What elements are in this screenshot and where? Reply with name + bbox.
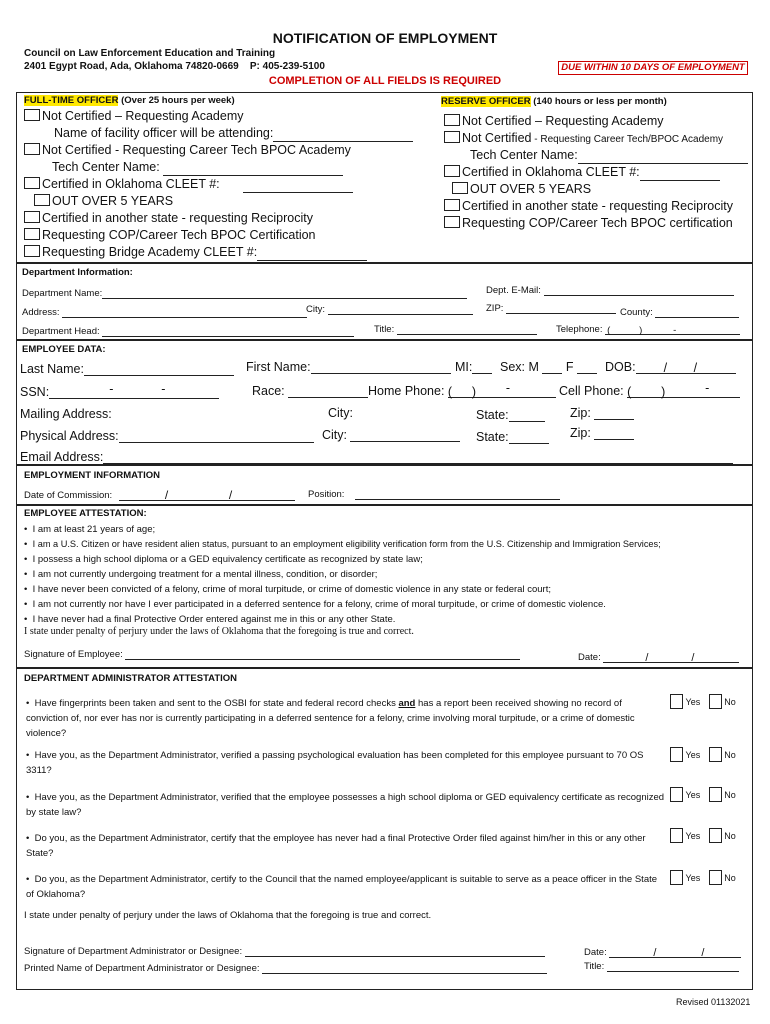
first-name-label: First Name: [246, 360, 311, 374]
dept-email-field[interactable] [544, 286, 734, 296]
employee-date-slash-2: / [691, 652, 695, 664]
attestation-item: • I am a U.S. Citizen or have resident alien status, pursuant to an employment eligibility verification form from the U.S. Citizenship and Immigration Services; [24, 539, 661, 550]
ssn-row [20, 382, 219, 399]
admin-q1-part1: Have fingerprints been taken and sent to the OSBI for state and federal record checks [34, 698, 399, 709]
admin-q1-and: and [398, 698, 416, 709]
rs-tech-label: Tech Center Name: [470, 148, 578, 162]
rs-option-2-label: Not Certified [462, 131, 532, 145]
ft-checkbox-5[interactable] [24, 228, 40, 240]
department-heading: Department Information: [22, 267, 133, 278]
ssn-label: SSN: [20, 385, 50, 399]
ft-option-2[interactable] [24, 142, 351, 159]
employee-heading: EMPLOYEE DATA: [22, 344, 106, 355]
mi-row [455, 360, 492, 374]
ft-tech-row [52, 159, 343, 176]
last-name-label: Last Name: [20, 362, 84, 376]
race-field[interactable] [288, 384, 368, 398]
ft-option-1[interactable] [24, 108, 244, 125]
dept-phone-paren-close: ) [639, 325, 643, 336]
last-name-field[interactable] [84, 362, 234, 376]
agency-block [24, 47, 325, 73]
dob-slash-2: / [693, 361, 698, 375]
cell-phone-dash: - [705, 381, 710, 395]
home-phone-label: Home Phone: [368, 384, 445, 398]
mailing-state-label: State: [476, 408, 509, 422]
dept-zip-row [486, 303, 616, 314]
commission-field[interactable] [119, 489, 295, 501]
admin-printed-row [24, 962, 547, 974]
admin-heading: DEPARTMENT ADMINISTRATOR ATTESTATION [24, 673, 238, 684]
admin-q1-part2: has a report been received showing no record of conviction of, nor ever has nor is currently participating in a deferred sentence for a felony, crime involving moral turpitude, or a crime of domestic violence? [26, 698, 635, 739]
admin-date-label: Date: [584, 947, 607, 958]
sex-f-label: F [565, 360, 574, 374]
dept-zip-label: ZIP: [486, 303, 504, 314]
employee-signature-label: Signature of Employee: [24, 649, 123, 660]
dept-county-label: County: [620, 307, 653, 318]
attestation-item: • I possess a high school diploma or a GED equivalency certificate as recognized by state law; [24, 554, 423, 565]
dob-row [605, 360, 736, 374]
fulltime-hours: (Over 25 hours per week) [121, 95, 235, 106]
due-notice: DUE WITHIN 10 DAYS OF EMPLOYMENT [558, 61, 748, 75]
admin-q5-yes-checkbox[interactable] [670, 870, 683, 885]
admin-question-5-text: • Do you, as the Department Administrator, certify to the Council that the named employee/applicant is suitable to serve as a peace officer in the State of Oklahoma? [26, 874, 658, 900]
dob-label: DOB: [605, 360, 636, 374]
admin-question-4 [26, 831, 666, 861]
admin-q4-text: Do you, as the Department Administrator, certify that the employee has never had a final Protective Order filed against him/her in this or any other State? [26, 833, 646, 859]
dob-slash-1: / [663, 361, 668, 375]
admin-q1-no-checkbox[interactable] [709, 694, 722, 709]
mailing-zip-label: Zip: [570, 406, 591, 420]
reserve-hours: (140 hours or less per month) [533, 96, 667, 107]
rs-checkbox-4[interactable] [444, 199, 460, 211]
rs-option-2-detail: - Requesting Career Tech/BPOC Academy [531, 134, 724, 145]
attestation-item: • I am not currently nor have I ever participated in a deferred sentence for a felony, crime of moral turpitude, or crime of domestic violence. [24, 599, 606, 610]
dept-title-row [374, 324, 537, 335]
attestation-text: I am not currently nor have I ever participated in a deferred sentence for a felony, crime of moral turpitude, or crime of domestic violence. [32, 599, 606, 610]
dept-head-label: Department Head: [22, 326, 100, 337]
mailing-zip-field[interactable] [594, 406, 634, 420]
physical-state-field[interactable] [509, 430, 549, 444]
admin-q2-yes-label: Yes [685, 750, 701, 760]
employee-date-field[interactable] [603, 651, 739, 663]
admin-q4-no-label: No [724, 831, 736, 841]
admin-question-2-text: • Have you, as the Department Administrator, verified a passing psychological evaluation has been completed for this employee pursuant to 70 OS 3311? [26, 750, 644, 776]
ft-option-3-label: Certified in Oklahoma CLEET #: [42, 177, 220, 191]
admin-q4-yes-label: Yes [685, 831, 701, 841]
attestation-text: I have never had a final Protective Order entered against me in this or any other State. [32, 614, 396, 625]
ft-over5-checkbox[interactable] [34, 194, 50, 206]
mailing-city-label: City: [328, 406, 353, 420]
dept-address-label: Address: [22, 307, 60, 318]
commission-row [24, 489, 295, 501]
dept-county-row [620, 307, 739, 318]
last-name-row [20, 362, 234, 376]
admin-q2-text: Have you, as the Department Administrator, verified a passing psychological evaluation has been completed for this employee pursuant to 70 OS 3311? [26, 750, 644, 776]
rs-option-3[interactable] [444, 164, 720, 181]
admin-q2-no-label: No [724, 750, 736, 760]
ft-option-1-label: Not Certified – Requesting Academy [42, 109, 244, 123]
mi-field[interactable] [472, 360, 492, 374]
sex-f-field[interactable] [577, 360, 597, 374]
admin-title-label: Title: [584, 961, 605, 972]
rs-tech-row [470, 147, 748, 164]
admin-q3-no-label: No [724, 790, 736, 800]
admin-question-3 [26, 790, 666, 820]
physical-city-field[interactable] [350, 428, 460, 442]
physical-row [20, 429, 314, 443]
rs-option-5-label: Requesting COP/Career Tech BPOC certification [462, 216, 733, 230]
rs-over5-checkbox[interactable] [452, 182, 468, 194]
ft-over5[interactable] [34, 193, 173, 210]
position-label: Position: [308, 489, 345, 500]
admin-q4-yes-checkbox[interactable] [670, 828, 683, 843]
dept-title-field[interactable] [397, 325, 537, 335]
dob-field[interactable] [636, 360, 736, 374]
physical-state-row [476, 430, 549, 444]
ft-option-6[interactable] [24, 244, 367, 261]
rs-checkbox-3[interactable] [444, 165, 460, 177]
admin-question-4-text: • Do you, as the Department Administrator, certify that the employee has never had a final Protective Order filed against him/her in this or any other State? [26, 833, 646, 859]
physical-state-label: State: [476, 430, 509, 444]
admin-question-5 [26, 872, 666, 902]
rs-cleet-field[interactable] [640, 168, 720, 181]
admin-statement: I state under penalty of perjury under the laws of Oklahoma that the foregoing is true and correct. [24, 910, 432, 921]
admin-title-field[interactable] [607, 960, 739, 972]
rs-option-2[interactable] [444, 130, 723, 148]
admin-q5-yes-label: Yes [685, 873, 701, 883]
dept-title-label: Title: [374, 324, 395, 335]
home-phone-paren-open: ( [447, 385, 453, 399]
email-label: Email Address: [20, 450, 104, 464]
admin-question-2 [26, 748, 666, 778]
dept-phone-paren-open: ( [607, 325, 611, 336]
rs-option-5[interactable] [444, 215, 733, 232]
dept-phone-dash: - [673, 325, 677, 336]
mailing-row [20, 407, 112, 421]
ssn-dash-1: - [109, 382, 114, 396]
admin-q5-answers [670, 870, 736, 887]
attestation-heading: EMPLOYEE ATTESTATION: [24, 508, 147, 519]
ft-facility-label: Name of facility officer will be attending: [54, 126, 274, 140]
rs-option-1[interactable] [444, 113, 664, 130]
physical-city-row [322, 428, 460, 442]
attestation-item: • I have never had a final Protective Order entered against me in this or any other State. [24, 614, 396, 625]
ft-checkbox-1[interactable] [24, 109, 40, 121]
sex-row [500, 360, 597, 374]
physical-field[interactable] [119, 429, 314, 443]
ft-option-4-label: Certified in another state - requesting Reciprocity [42, 211, 313, 225]
cell-phone-label: Cell Phone: [559, 384, 624, 398]
admin-q2-no-checkbox[interactable] [709, 747, 722, 762]
dept-phone-field[interactable] [605, 325, 740, 335]
ft-facility-field[interactable] [273, 129, 413, 142]
dept-name-label: Department Name: [22, 288, 103, 299]
admin-signature-row [24, 945, 545, 957]
cell-phone-field[interactable] [627, 381, 740, 399]
dept-name-field[interactable] [102, 289, 467, 299]
sex-m-field[interactable] [542, 360, 562, 374]
ft-option-6-label: Requesting Bridge Academy CLEET #: [42, 245, 258, 259]
employee-date-label: Date: [578, 652, 601, 663]
rs-option-1-label: Not Certified – Requesting Academy [462, 114, 664, 128]
admin-date-row [584, 946, 741, 958]
commission-slash-1: / [164, 488, 169, 502]
admin-question-1 [26, 696, 666, 741]
attestation-list [24, 522, 661, 627]
physical-zip-field[interactable] [594, 426, 634, 440]
dept-county-field[interactable] [655, 308, 739, 318]
attestation-text: I possess a high school diploma or a GED equivalency certificate as recognized by state law; [32, 554, 423, 565]
home-phone-field[interactable] [447, 381, 556, 399]
employment-heading: EMPLOYMENT INFORMATION [24, 470, 160, 481]
mailing-state-row [476, 408, 545, 422]
sex-m-label: M [528, 360, 539, 374]
physical-city-label: City: [322, 428, 347, 442]
dept-head-row [22, 326, 354, 337]
dept-email-label: Dept. E-Mail: [486, 285, 541, 296]
reserve-heading [441, 96, 667, 107]
dept-head-field[interactable] [102, 327, 354, 337]
cell-phone-paren-close: ) [661, 385, 666, 399]
attestation-item: • I am at least 21 years of age; [24, 524, 156, 535]
admin-signature-label: Signature of Department Administrator or Designee: [24, 946, 243, 957]
email-row [20, 450, 733, 464]
admin-q2-answers [670, 747, 736, 764]
physical-zip-label: Zip: [570, 426, 591, 440]
dept-city-field[interactable] [328, 305, 473, 315]
admin-printed-label: Printed Name of Department Administrator or Designee: [24, 963, 260, 974]
ft-facility-row [54, 125, 413, 142]
home-phone-dash: - [505, 381, 511, 395]
admin-title-row [584, 960, 739, 972]
dept-city-label: City: [306, 304, 325, 315]
home-phone-paren-close: ) [471, 385, 477, 399]
rs-over5-label: OUT OVER 5 YEARS [470, 182, 592, 196]
fulltime-heading [24, 95, 235, 106]
attestation-text: I am at least 21 years of age; [32, 524, 156, 535]
mailing-zip-row [570, 406, 634, 420]
admin-q3-yes-label: Yes [685, 790, 701, 800]
ft-bridge-field[interactable] [257, 248, 367, 261]
attestation-item: • I am not currently undergoing treatment for a mental illness, condition, or disorder; [24, 569, 378, 580]
ft-checkbox-2[interactable] [24, 143, 40, 155]
dept-city-row [306, 304, 473, 315]
dept-address-row [22, 307, 307, 318]
admin-q3-no-checkbox[interactable] [709, 787, 722, 802]
ft-option-5[interactable] [24, 227, 316, 244]
rs-option-3-label: Certified in Oklahoma CLEET #: [462, 165, 640, 179]
ft-over5-label: OUT OVER 5 YEARS [52, 194, 174, 208]
admin-q3-answers [670, 787, 736, 804]
rs-checkbox-5[interactable] [444, 216, 460, 228]
agency-address: 2401 Egypt Road, Ada, Oklahoma 74820-0669 [24, 61, 239, 72]
agency-name: Council on Law Enforcement Education and Training [24, 48, 276, 59]
email-field[interactable] [103, 451, 733, 464]
sex-label: Sex: [500, 360, 526, 374]
dept-zip-field[interactable] [506, 304, 616, 314]
cell-phone-row [559, 381, 740, 399]
required-notice: COMPLETION OF ALL FIELDS IS REQUIRED [268, 75, 502, 87]
rs-checkbox-2[interactable] [444, 131, 460, 143]
attestation-text: I am not currently undergoing treatment for a mental illness, condition, or disorder; [32, 569, 378, 580]
first-name-row [246, 360, 451, 374]
rs-checkbox-1[interactable] [444, 114, 460, 126]
ft-option-5-label: Requesting COP/Career Tech BPOC Certification [42, 228, 316, 242]
admin-date-slash-2: / [701, 947, 705, 959]
rs-tech-field[interactable] [578, 151, 748, 164]
admin-q1-yes-checkbox[interactable] [670, 694, 683, 709]
ft-tech-label: Tech Center Name: [52, 160, 160, 174]
ft-tech-field[interactable] [163, 163, 343, 176]
mailing-label: Mailing Address: [20, 407, 112, 421]
employee-signature-row [24, 648, 520, 660]
revised-label: Revised 01132021 [676, 997, 751, 1007]
admin-q5-no-label: No [724, 873, 736, 883]
reserve-label: RESERVE OFFICER [441, 96, 531, 107]
admin-signature-field[interactable] [245, 945, 545, 957]
employee-date-slash-1: / [645, 652, 649, 664]
admin-question-1-text: • Have fingerprints been taken and sent to the OSBI for state and federal record checks and has a report been received showing no record of conviction of, nor ever has nor is currently participating in a deferred sentence for a felony, crime involving moral turpitude, or a crime of domestic violence? [26, 698, 635, 739]
dept-phone-label: Telephone: [556, 324, 603, 335]
position-row [308, 489, 560, 500]
physical-zip-row [570, 426, 634, 440]
attestation-item: • I have never been convicted of a felony, crime of moral turpitude, or crime of domestic violence in any state or federal court; [24, 584, 551, 595]
agency-phone: P: 405-239-5100 [249, 61, 325, 72]
mi-label: MI: [455, 360, 473, 374]
ft-option-2-label: Not Certified - Requesting Career Tech BPOC Academy [42, 143, 351, 157]
home-phone-row [368, 381, 556, 399]
admin-q2-yes-checkbox[interactable] [670, 747, 683, 762]
race-label: Race: [252, 384, 285, 398]
admin-q5-no-checkbox[interactable] [709, 870, 722, 885]
admin-q1-yes-label: Yes [685, 697, 701, 707]
dept-address-field[interactable] [62, 308, 307, 318]
form-title: NOTIFICATION OF EMPLOYMENT [272, 30, 498, 46]
ft-option-3[interactable] [24, 176, 353, 193]
admin-date-field[interactable] [609, 946, 741, 958]
admin-q4-no-checkbox[interactable] [709, 828, 722, 843]
ssn-dash-2: - [161, 382, 166, 396]
first-name-field[interactable] [311, 360, 451, 374]
commission-slash-2: / [228, 488, 233, 502]
rs-over5[interactable] [452, 181, 591, 198]
commission-label: Date of Commission: [24, 490, 113, 501]
attestation-statement: I state under penalty of perjury under the laws of Oklahoma that the foregoing is true and correct. [24, 626, 414, 637]
dept-email-row [486, 285, 734, 296]
ft-option-4[interactable] [24, 210, 313, 227]
ft-checkbox-6[interactable] [24, 245, 40, 257]
admin-printed-field[interactable] [262, 962, 547, 974]
attestation-text: I have never been convicted of a felony, crime of moral turpitude, or crime of domestic violence in any state or federal court; [32, 584, 551, 595]
admin-q1-no-label: No [724, 697, 736, 707]
admin-q3-text: Have you, as the Department Administrator, verified that the employee possesses a high school diploma or GED equivalency certificate as recognized by state law? [26, 792, 665, 818]
rs-option-4[interactable] [444, 198, 733, 215]
fulltime-label: FULL-TIME OFFICER [24, 95, 119, 106]
mailing-city-row [328, 406, 353, 420]
admin-q1-answers [670, 694, 736, 711]
admin-date-slash-1: / [653, 947, 657, 959]
admin-q3-yes-checkbox[interactable] [670, 787, 683, 802]
admin-question-3-text: • Have you, as the Department Administrator, verified that the employee possesses a high school diploma or GED equivalency certificate as recognized by state law? [26, 792, 665, 818]
employee-section [16, 340, 753, 465]
rs-option-4-label: Certified in another state - requesting Reciprocity [462, 199, 733, 213]
admin-q4-answers [670, 828, 736, 845]
ft-checkbox-4[interactable] [24, 211, 40, 223]
ft-cleet-field[interactable] [243, 180, 353, 193]
physical-label: Physical Address: [20, 429, 119, 443]
cell-phone-paren-open: ( [627, 385, 632, 399]
mailing-state-field[interactable] [509, 408, 545, 422]
ft-checkbox-3[interactable] [24, 177, 40, 189]
dept-phone-row [556, 324, 740, 335]
employee-signature-field[interactable] [125, 648, 520, 660]
ssn-field[interactable] [49, 382, 219, 399]
admin-q5-text: Do you, as the Department Administrator, certify to the Council that the named employee/applicant is suitable to serve as a peace officer in the State of Oklahoma? [26, 874, 658, 900]
employee-date-row [578, 651, 739, 663]
attestation-text: I am a U.S. Citizen or have resident alien status, pursuant to an employment eligibility verification form from the U.S. Citizenship and Immigration Services; [32, 539, 661, 549]
race-row [252, 384, 368, 398]
position-field[interactable] [355, 490, 560, 500]
dept-name-row [22, 288, 467, 299]
